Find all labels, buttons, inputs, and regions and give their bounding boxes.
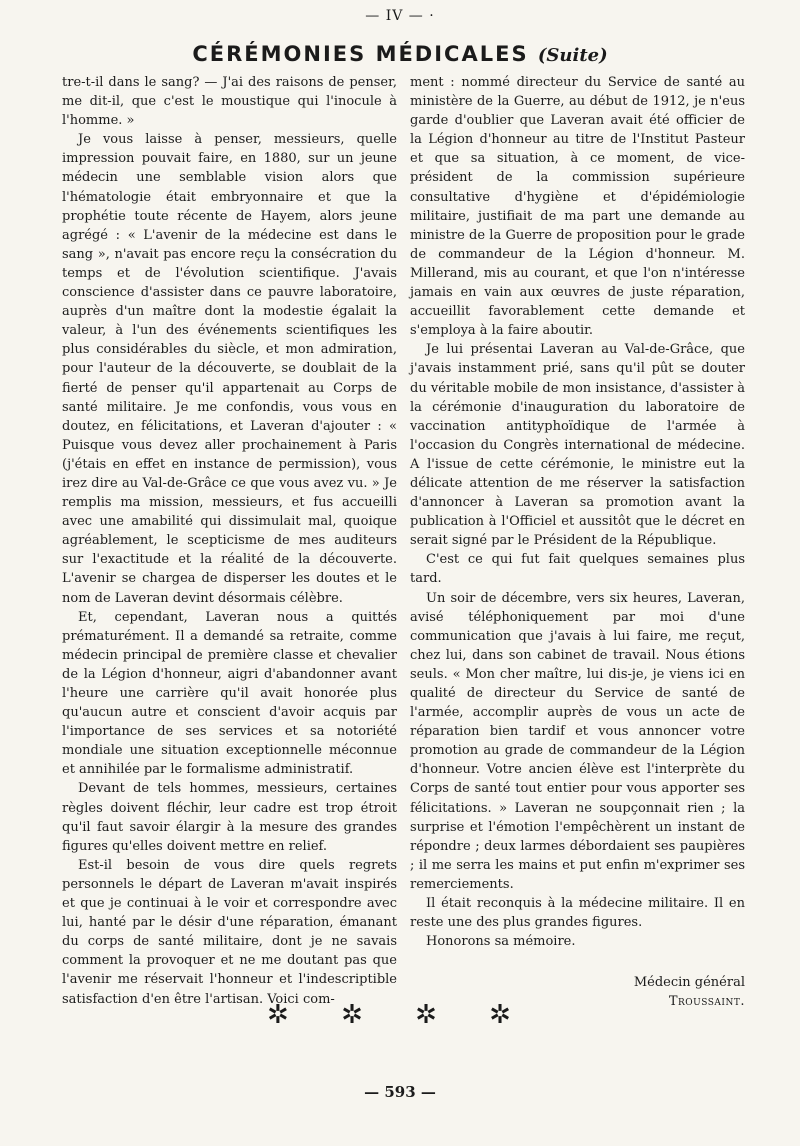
page-number: — 593 — [364, 1083, 436, 1101]
ornament-stars: ✲ ✲ ✲ ✲ [267, 1000, 533, 1030]
paragraph: Est-il besoin de vous dire quels regrets personnels le départ de Laveran m'avait inspirés et que je continuai à le voir et correspondre avec lui, hanté par le désir d'une réparation, émanant du corps de santé militaire, dont je ne savais comment la provoquer et ne me doutant pas que l'avenir me réservait l'honneur et l'indescriptible satisfaction d'en être l'artisan. Voici com- [62, 857, 397, 1007]
paragraph: Je vous laisse à penser, messieurs, quelle impression pouvait faire, en 1880, sur un jeune médecin une semblable vision alors que l'hématologie était embryonnaire et que la prophétie toute récente de Hayem, alors jeune agrégé : « L'avenir de la médecine est dans le sang », n'avait pas encore reçu la consécration du temps et de l'évolution scientifique. J'avais conscience d'assister dans ce pauvre laboratoire, auprès d'un maître dont la modestie égalait la valeur, à l'un des événements scientifiques les plus considérables du siècle, et mon admiration, pour l'auteur de la découverte, se doublait de la fierté de penser qu'il appartenait au Corps de santé militaire. Je me confondis, vous vous en doutez, en félicitations, et Laveran d'ajouter : « Puisque vous devez aller prochainement à Paris (j'étais en effet en instance de permission), vous irez dire au Val-de-Grâce ce que vous avez vu. » Je remplis ma mission, messieurs, et fus accueilli avec une amabilité qui dissimulait mal, quoique agréablement, le scepticisme de mes auditeurs sur l'exactitude et la réalité de la découverte. L'avenir se chargea de disperser les doutes et le nom de Laveran devint désormais célèbre. [62, 132, 397, 606]
paragraph: ment : nommé directeur du Service de santé au ministère de la Guerre, au début de 1912, je n'eus garde d'oublier que Laveran avait été officier de la Légion d'honneur au titre de l'Institut Pasteur et que sa situation, à ce moment, de vice-président de la commission supérieure consultative d'hygiène et d'épidémiologie militaire, justifiait de ma part une demande au ministre de la Guerre de proposition pour le grade de commandeur de la Légion d'honneur. M. Millerand, mis au courant, et que l'on n'intéresse jamais en vain aux œuvres de juste réparation, accueillit favorablement cette demande et s'employa à la faire aboutir. [410, 75, 745, 339]
signature-rank: Médecin général [633, 975, 745, 991]
right-column [410, 73, 745, 1011]
page-title [0, 42, 800, 66]
page-title-main: CÉRÉMONIES MÉDICALES [192, 42, 529, 66]
paragraph: C'est ce qui fut fait quelques semaines plus tard. [410, 552, 745, 587]
signature-name: Troussaint. [668, 994, 745, 1010]
paragraph: Devant de tels hommes, messieurs, certaines règles doivent fléchir, leur cadre est trop étroit qu'il faut savoir élargir à la mesure des grandes figures qu'elles doivent mettre en relief. [62, 781, 397, 854]
paragraph: tre-t-il dans le sang? — J'ai des raisons de penser, me dit-il, que c'est le moustique qui l'inocule à l'homme. » [62, 75, 397, 129]
paragraph: Honorons sa mémoire. [426, 934, 576, 950]
paragraph: Et, cependant, Laveran nous a quittés prématurément. Il a demandé sa retraite, comme médecin principal de première classe et chevalier de la Légion d'honneur, aigri d'abandonner avant l'heure une carrière qu'il avait honorée plus qu'aucun autre et conscient d'avoir acquis par l'importance de ses services et sa notoriété mondiale une situation exceptionnelle méconnue et annihilée par le formalisme administratif. [62, 609, 397, 778]
header-page-marker: — IV — · [365, 8, 435, 24]
left-column [62, 73, 397, 1009]
paragraph: Il était reconquis à la médecine militaire. Il en reste une des plus grandes figures. [410, 896, 745, 931]
paragraph: Je lui présentai Laveran au Val-de-Grâce, que j'avais instamment prié, sans qu'il pût se douter du véritable mobile de mon insistance, d'assister à la cérémonie d'inauguration du laboratoire de vaccination antityphoïdique de l'armée à l'occasion du Congrès international de médecine. A l'issue de cette cérémonie, le ministre eut la délicate attention de me réserver la satisfaction d'annoncer à Laveran sa promotion avant la publication à l'Officiel et aussitôt que le décret en serait signé par le Président de la République. [410, 342, 745, 549]
page-title-suite: (Suite) [537, 45, 608, 66]
paragraph: Un soir de décembre, vers six heures, Laveran, avisé téléphoniquement par moi d'une communication que j'avais à lui faire, me reçut, chez lui, dans son cabinet de travail. Nous étions seuls. « Mon cher maître, lui dis-je, je viens ici en qualité de directeur du Service de santé de l'armée, accomplir auprès de vous un acte de réparation bien tardif et vous annoncer votre promotion au grade de commandeur de la Légion d'honneur. Votre ancien élève est l'interprète du Corps de santé tout entier pour vous apporter ses félicitations. » Laveran ne soupçonnait rien ; la surprise et l'émotion l'empêchèrent un instant de répondre ; deux larmes débordaient ses paupières ; il me serra les mains et put enfin m'exprimer ses remerciements. [410, 590, 745, 892]
